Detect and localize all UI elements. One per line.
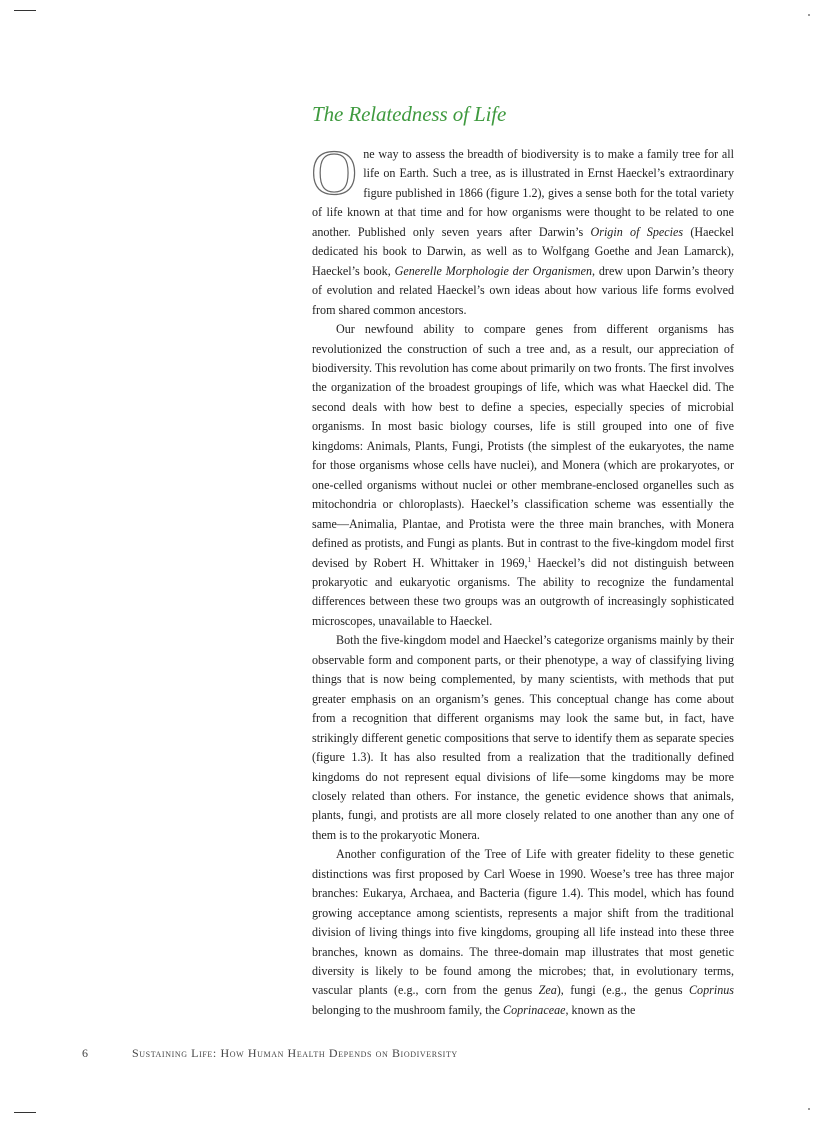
paragraph-3-text: Both the five-kingdom model and Haeckel’s categorize organisms mainly by their observable form and component parts, or their phenotype, a way of classifying living things that is now being complemented, by many scientists, with methods that put greater emphasis on an organism’s genes. This conceptual change has come about from a recognition that different organisms may look the same but, in fact, have strikingly different genetic compositions that serve to identify them as separate species (figure 1.3). It has also resulted from a realization that the traditionally defined kingdoms do not represent equal divisions of life—some kingdoms may be more closely related than others. For instance, the genetic evidence shows that animals, plants, fungi, and protists are all more closely related to one another than any one of them is to the prokaryotic Monera.	[312, 633, 734, 842]
crop-mark-top-left	[14, 10, 36, 11]
body-text	[311, 137, 735, 1020]
paragraph-1-text-b: (Haeckel dedicated his book to Darwin, as well as to Wolfgang Goethe and Jean Lamarck), Haeckel’s book,	[312, 224, 734, 278]
paragraph-1-text-a: ne way to assess the breadth of biodiversity is to make a family tree for all life on Earth. Such a tree, as is illustrated in Ernst Haeckel’s extraordinary figure published in 1866 (figure 1.2), gives a sense both for the total variety of life known at that time and for how organisms were thought to be related to one another. Published only seven years after Darwin’s	[312, 147, 734, 239]
paragraph-2-text-b: Haeckel’s did not distinguish between prokaryotic and eukaryotic organisms. The ability to recognize the fundamental differences between these two groups was an outgrowth of increasingly sophisticated microscopes, unavailable to Haeckel.	[312, 555, 734, 628]
paragraph-4-text-b: ), fungi (e.g., the genus	[556, 983, 689, 998]
paragraph-2-text-a: Our newfound ability to compare genes from different organisms has revolutionized the construction of such a tree and, as a result, our appreciation of biodiversity. This revolution has come about primarily on two fronts. The first involves the organization of the broadest groupings of life, which was what Haeckel did. The second deals with how best to define a species, especially species of microbial organisms. In most basic biology courses, life is still grouped into one of five kingdoms: Animals, Plants, Fungi, Protists (the simplest of the eukaryotes, the name for those organisms whose cells have nuclei), and Monera (which are prokaryotes, or one-celled organisms without nuclei or other membrane-enclosed organelles such as mitochondria or chloroplasts). Haeckel’s classification scheme was essentially the same—Animalia, Plantae, and Protista were the three main branches, with Monera defined as protists, and Fungi as plants. But in contrast to the five-kingdom model first devised by Robert H. Whittaker in 1969,	[312, 322, 734, 570]
family-coprinaceae: Coprinaceae	[503, 1002, 566, 1017]
drop-cap: O	[311, 137, 358, 208]
paragraph-1	[311, 137, 735, 320]
page-number: 6	[82, 1046, 88, 1060]
paragraph-1-text-c: , drew upon Darwin’s theory of evolution and related Haeckel’s own ideas about how various life forms evolved from shared common ancestors.	[312, 263, 735, 317]
genus-zea: Zea	[538, 983, 557, 998]
book-title-origin-of-species: Origin of Species	[590, 224, 684, 239]
page-footer	[82, 1046, 458, 1061]
paragraph-4	[312, 845, 734, 1020]
footnote-marker: 1	[527, 555, 532, 564]
book-title-generelle-morphologie: Generelle Morphologie der Organismen	[394, 263, 592, 278]
genus-coprinus: Coprinus	[688, 983, 735, 998]
paragraph-3	[312, 631, 734, 845]
paragraph-4-text-a: Another configuration of the Tree of Life with greater fidelity to these genetic distinctions was first proposed by Carl Woese in 1990. Woese’s tree has three major branches: Eukarya, Archaea, and Bacteria (figure 1.4). This model, which has found growing acceptance among scientists, represents a major shift from the traditional division of living things into five kingdoms, grouping all life instead into these three branches, known as domains. The three-domain map illustrates that most genetic diversity is likely to be found among the microbes; that, in evolutionary terms, vascular plants (e.g., corn from the genus	[312, 847, 734, 998]
paragraph-4-text-d: , known as the	[565, 1002, 636, 1017]
crop-mark-bottom-left	[14, 1112, 36, 1113]
crop-dot-bottom-right	[808, 1108, 810, 1110]
paragraph-2	[312, 320, 734, 631]
crop-dot-top-right	[808, 14, 810, 16]
running-title: Sustaining Life: How Human Health Depends on Biodiversity	[132, 1046, 458, 1060]
section-heading: The Relatedness of Life	[312, 102, 507, 126]
paragraph-4-text-c: belonging to the mushroom family, the	[312, 1002, 504, 1017]
